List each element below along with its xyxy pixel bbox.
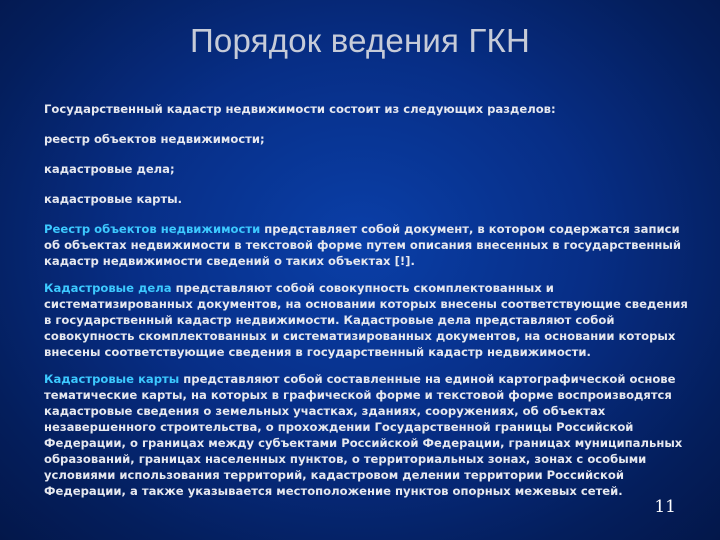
paragraph-files [44, 280, 692, 360]
term-files: Кадастровые дела [44, 281, 172, 295]
page-number: 11 [654, 497, 676, 517]
section-item-maps: кадастровые карты. [44, 192, 183, 206]
term-maps: Кадастровые карты [44, 372, 180, 386]
paragraph-registry-text: представляет собой документ, в котором содержатся записи об объектах недвижимости в текстовой форме путем описания внесенных в государственный кадастр недвижимости сведений о таких объектах [!]. [44, 222, 681, 268]
section-item-registry: реестр объектов недвижимости; [44, 132, 265, 146]
slide-title: Порядок ведения ГКН [190, 22, 530, 59]
paragraph-maps [44, 371, 692, 499]
term-registry: Реестр объектов недвижимости [44, 222, 261, 236]
paragraph-registry [44, 221, 692, 269]
paragraph-maps-text: представляют собой составленные на единой картографической основе тематические карты, на которых в графической форме и текстовой форме воспроизводятся кадастровые сведения о земельных участках, зданиях, сооружениях, об объектах незавершенного строительства, о прохождении Государственной границы Российской Федерации, о границах между субъектами Российской Федерации, границах муниципальных образований, границах населенных пунктов, о территориальных зонах, зонах с особыми условиями использования территорий, кадастровом делении территории Российской Федерации, а также указывается местоположение пунктов опорных межевых сетей. [44, 372, 683, 498]
paragraph-files-text: представляют собой совокупность скомплектованных и систематизированных документов, на основании которых внесены соответствующие сведения в государственный кадастр недвижимости. Кадастровые дела представляют собой совокупность скомплектованных и систематизированных документов, на основании которых внесены соответствующие сведения в государственный кадастр недвижимости. [44, 281, 688, 359]
section-item-files: кадастровые дела; [44, 162, 175, 176]
intro-text: Государственный кадастр недвижимости состоит из следующих разделов: [44, 102, 556, 116]
slide-content [44, 101, 692, 510]
